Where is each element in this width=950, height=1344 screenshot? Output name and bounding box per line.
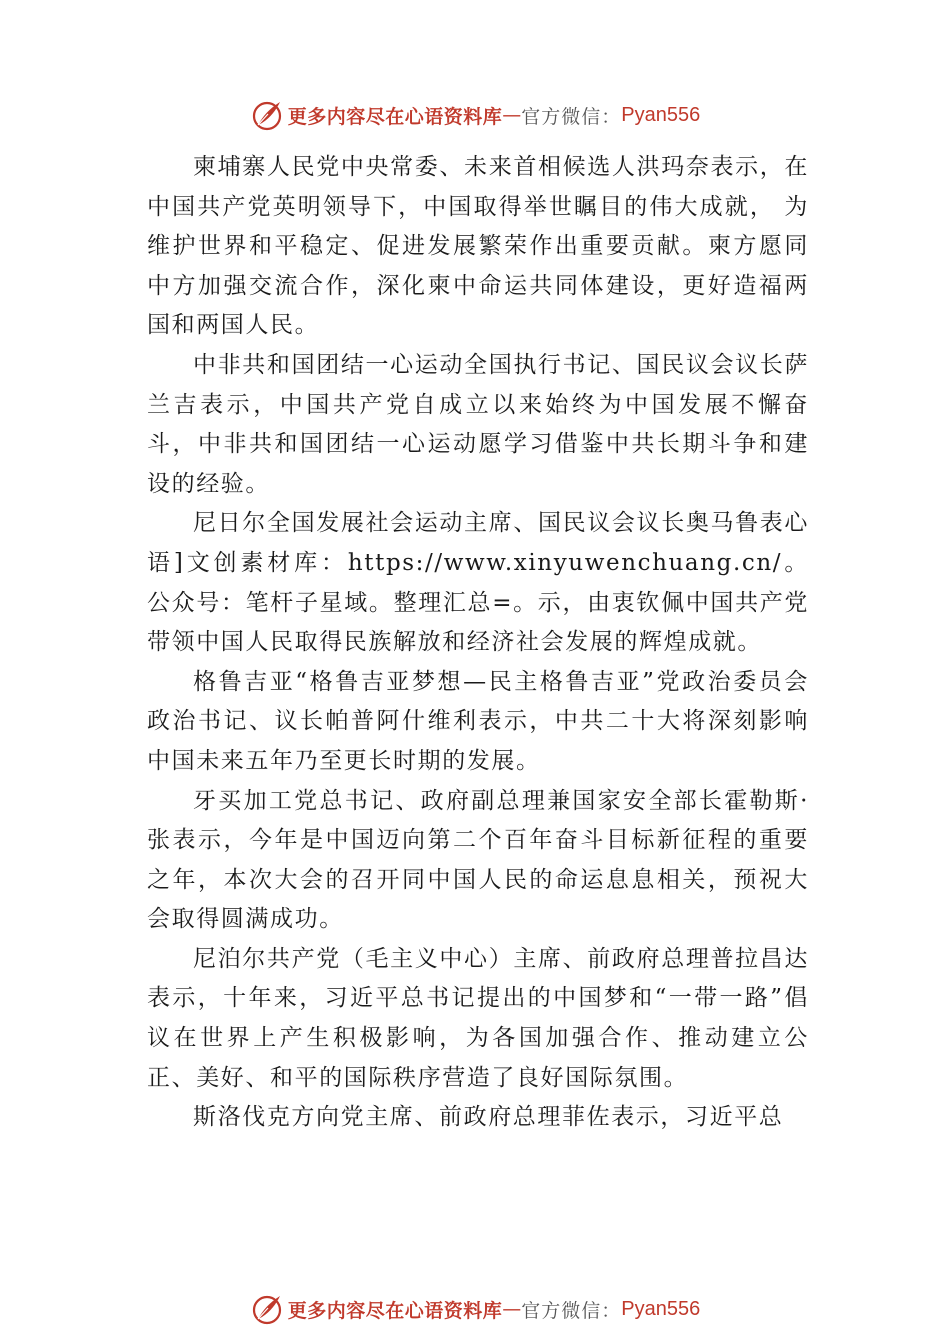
document-body xyxy=(147,148,809,1138)
paragraph-2: 中非共和国团结一心运动全国执行书记、国民议会议长萨兰吉表示，中国共产党自成立以来始终为中国发展不懈奋斗，中非共和国团结一心运动愿学习借鉴中共长期斗争和建设的经验。 xyxy=(147,351,809,497)
banner-main-text: 更多内容尽在心语资料库 xyxy=(287,1299,503,1322)
header-banner xyxy=(0,93,950,137)
banner-main-text: 更多内容尽在心语资料库 xyxy=(287,105,503,128)
paragraph-7: 斯洛伐克方向党主席、前政府总理菲佐表示，习近平总 xyxy=(193,1104,784,1131)
quill-pen-logo-icon xyxy=(250,1292,284,1326)
footer-banner xyxy=(0,1287,950,1331)
banner-weixin-id: Pyan556 xyxy=(621,1297,701,1320)
paragraph-6: 尼泊尔共产党（毛主义中心）主席、前政府总理普拉昌达表示，十年来，习近平总书记提出的中国梦和“一带一路”倡议在世界上产生积极影响，为各国加强合作、推动建立公正、美好、和平的国际秩序营造了良好国际氛围。 xyxy=(147,945,809,1091)
paragraph-4: 格鲁吉亚“格鲁吉亚梦想—民主格鲁吉亚”党政治委员会政治书记、议长帕普阿什维利表示，中共二十大将深刻影响中国未来五年乃至更长时期的发展。 xyxy=(147,668,809,774)
banner-separator: — xyxy=(502,1298,522,1320)
banner-weixin-label: 官方微信： xyxy=(521,105,622,128)
banner-weixin-id: Pyan556 xyxy=(621,103,701,126)
banner-weixin-label: 官方微信： xyxy=(521,1299,622,1322)
quill-pen-logo-icon xyxy=(250,98,284,132)
banner-separator: — xyxy=(502,104,522,126)
paragraph-5: 牙买加工党总书记、政府副总理兼国家安全部长霍勒斯·张表示，今年是中国迈向第二个百年奋斗目标新征程的重要之年，本次大会的召开同中国人民的命运息息相关，预祝大会取得圆满成功。 xyxy=(147,787,809,933)
paragraph-1: 柬埔寨人民党中央常委、未来首相候选人洪玛奈表示，在中国共产党英明领导下，中国取得举世瞩目的伟大成就， 为维护世界和平稳定、促进发展繁荣作出重要贡献。柬方愿同中方加强交流合作，深化柬中命运共同体建设，更好造福两国和两国人民。 xyxy=(147,154,809,339)
paragraph-3: 尼日尔全国发展社会运动主席、国民议会议长奥马鲁表心语]文创素材库：https://www.xinyuwenchuang.cn/。公众号：笔杆子星域。整理汇总=。示，由衷钦佩中国共产党带领中国人民取得民族解放和经济社会发展的辉煌成就。 xyxy=(147,510,809,656)
